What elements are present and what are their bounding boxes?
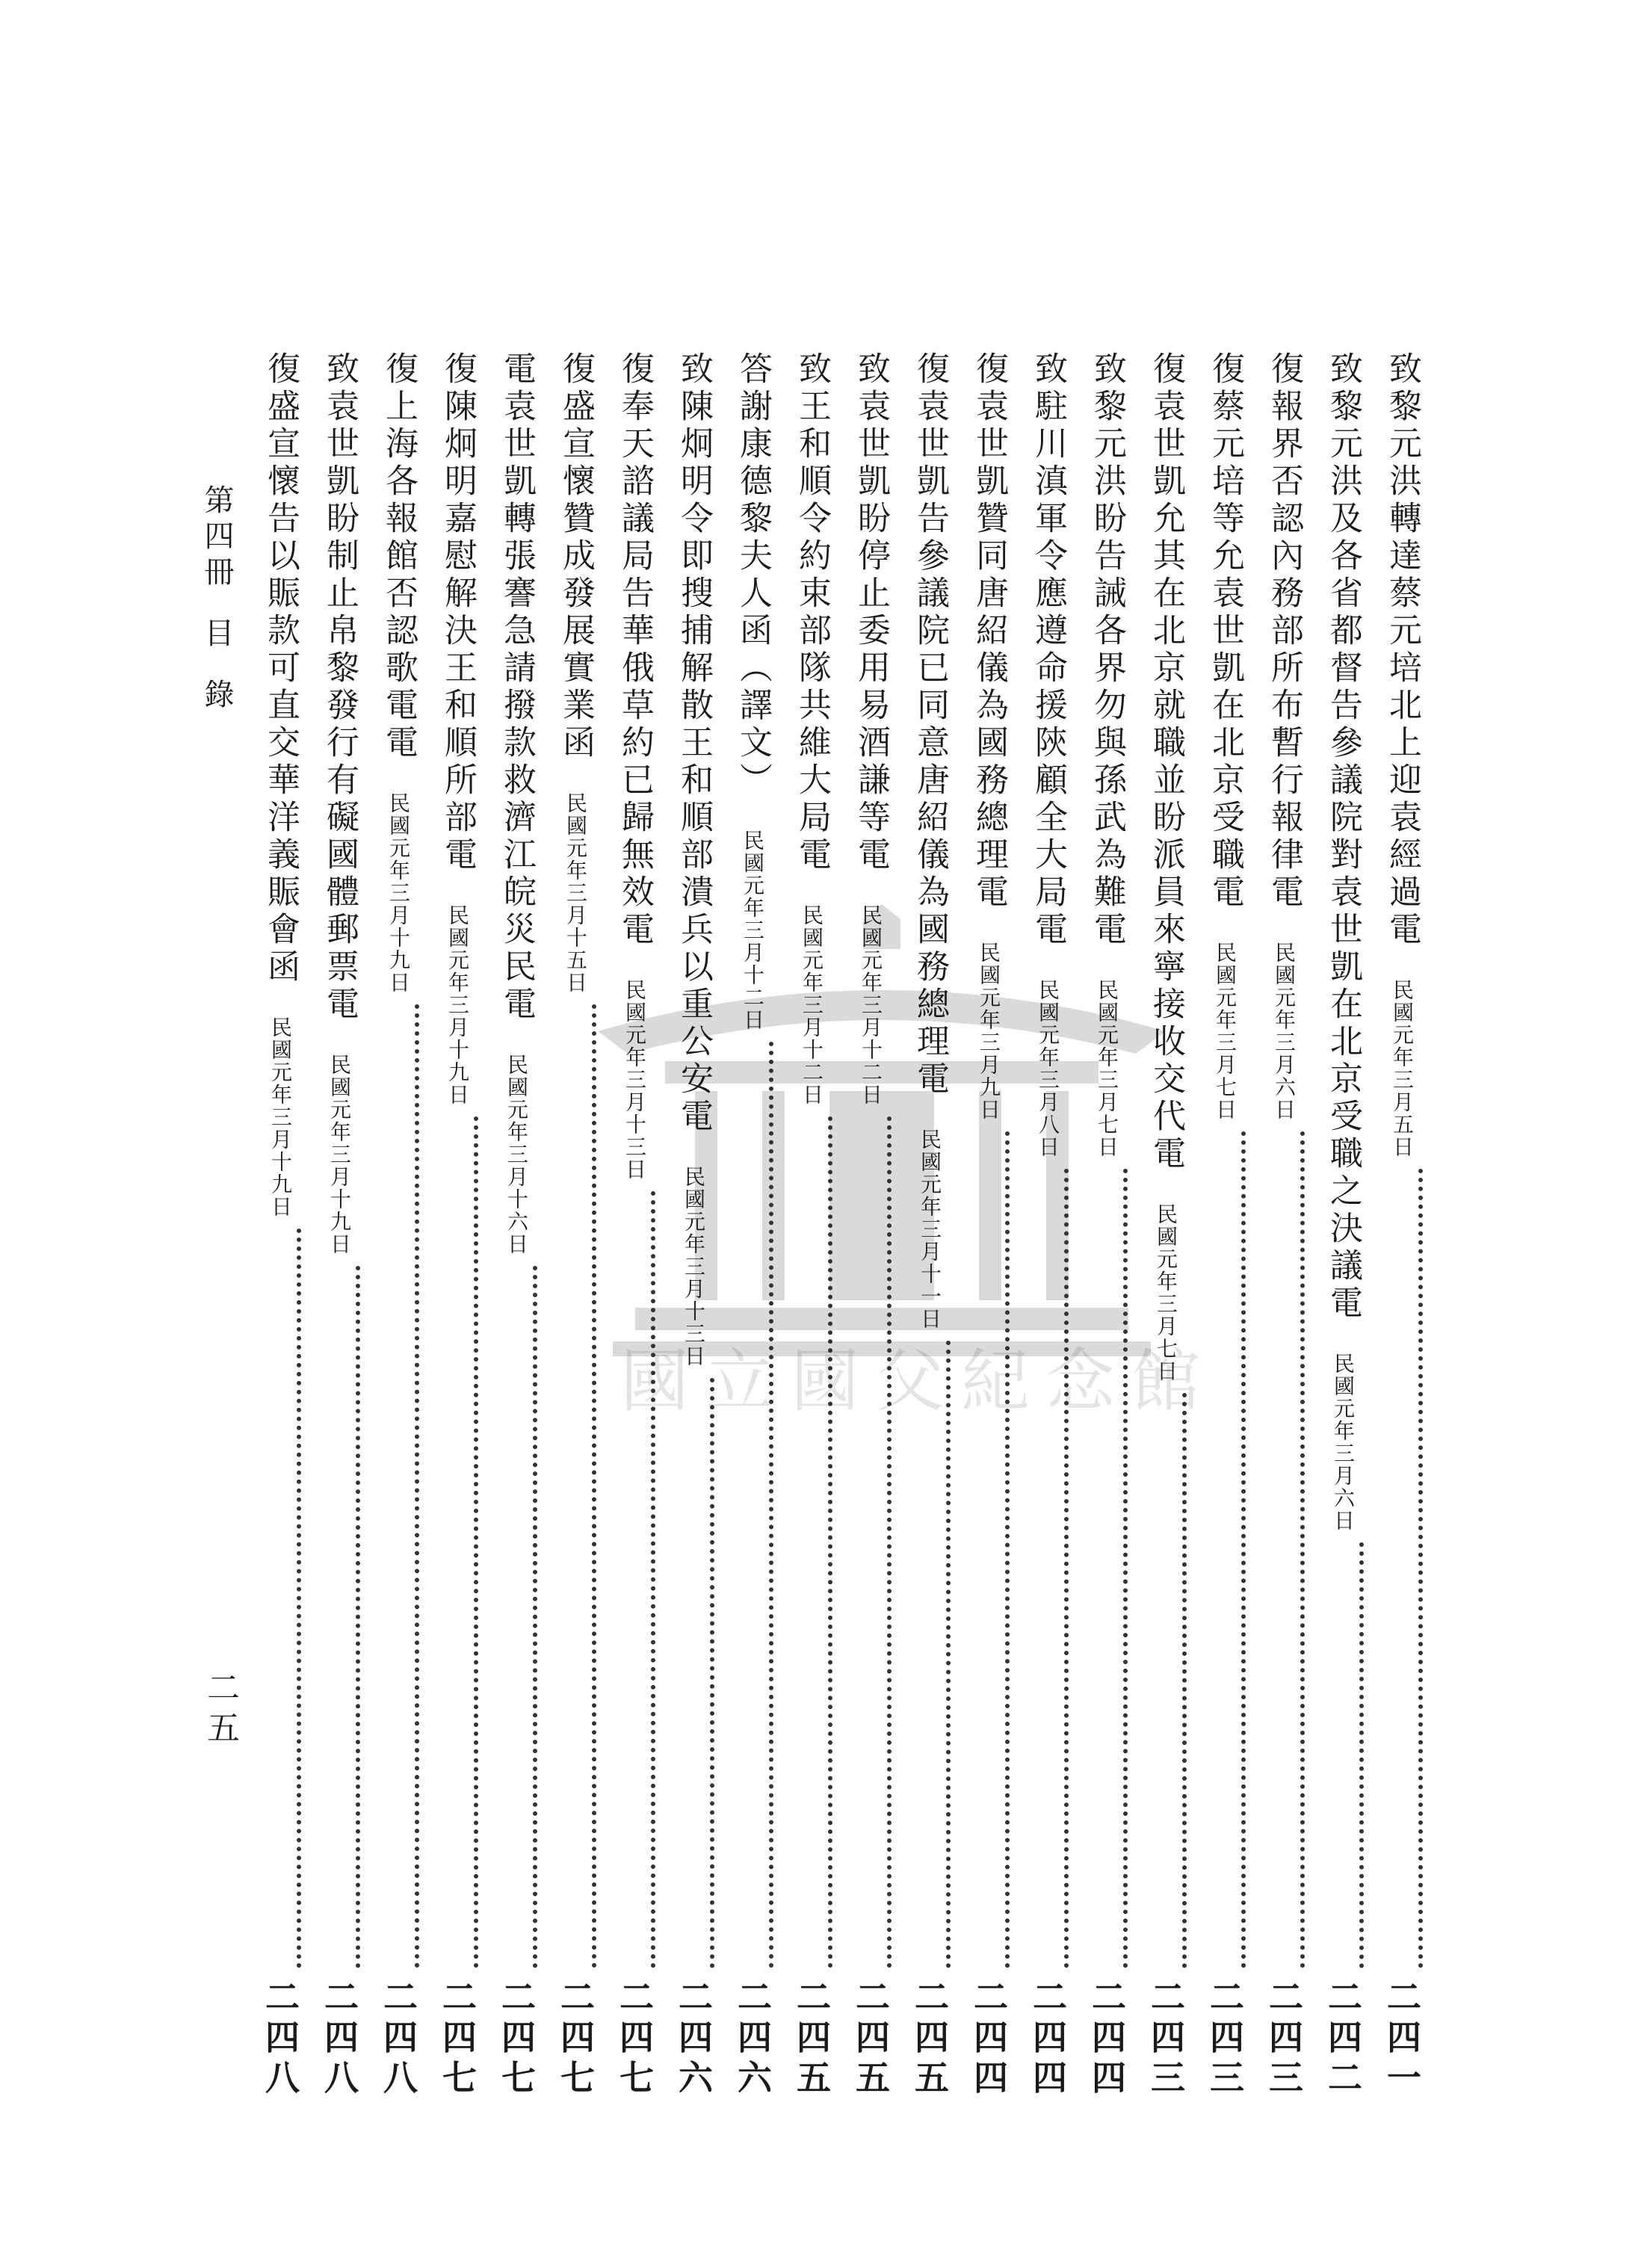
toc-entry xyxy=(318,351,360,2100)
toc-entry xyxy=(614,351,655,2100)
toc-entry xyxy=(554,351,596,2100)
page-number: 二五 xyxy=(201,1670,239,1751)
entry-date: 民國元年三月八日 xyxy=(1036,979,1060,1158)
entry-date: 民國元年三月十九日 xyxy=(445,904,470,1106)
entry-title: 答謝康德黎夫人函（譯文） xyxy=(734,351,772,800)
entry-page: 二四三 xyxy=(1205,1979,1245,2100)
toc-entry xyxy=(673,351,714,2100)
entry-page: 二四五 xyxy=(791,1979,832,2100)
entry-title: 復奉天諮議局告華俄草約已歸無效電 xyxy=(616,351,654,949)
entry-date: 民國元年三月十二日 xyxy=(859,904,883,1106)
toc-entry xyxy=(495,351,537,2100)
dot-leader xyxy=(356,1266,360,1968)
entry-date: 民國元年三月十二日 xyxy=(741,829,765,1031)
dot-leader xyxy=(1300,1131,1305,1968)
dot-leader xyxy=(651,1191,655,1968)
entry-date: 民國元年三月十一日 xyxy=(918,1128,942,1330)
entry-date: 民國元年三月十五日 xyxy=(563,792,588,994)
entry-title: 致陳炯明令即搜捕解散王和順部潰兵以重公安電 xyxy=(675,351,713,1136)
toc-entry xyxy=(850,351,892,2100)
entry-title: 致黎元洪盼告誡各界勿與孫武為難電 xyxy=(1088,351,1126,949)
dot-leader xyxy=(710,1378,714,1968)
entry-page: 二四三 xyxy=(1264,1979,1304,2100)
entry-page: 二四五 xyxy=(850,1979,891,2100)
toc-entry xyxy=(1086,351,1128,2100)
entry-page: 二四二 xyxy=(1323,1979,1363,2100)
entry-page: 二四八 xyxy=(260,1979,300,2100)
entry-page: 二四四 xyxy=(1028,1979,1068,2100)
entry-page: 二四八 xyxy=(319,1979,359,2100)
dot-leader xyxy=(474,1116,478,1968)
dot-leader xyxy=(1064,1169,1069,1968)
entry-title: 致黎元洪轉達蔡元培北上迎袁經過電 xyxy=(1383,351,1421,949)
entry-title: 復上海各報館否認歌電電 xyxy=(380,351,418,762)
entry-page: 二四七 xyxy=(437,1979,478,2100)
dot-leader xyxy=(1182,1393,1187,1968)
dot-leader xyxy=(828,1116,832,1968)
entry-title: 致袁世凱盼制止帛黎發行有礙國體郵票電 xyxy=(321,351,359,1024)
entry-page: 二四四 xyxy=(1087,1979,1127,2100)
entry-title: 復陳炯明嘉慰解決王和順所部電 xyxy=(439,351,477,874)
toc-entry xyxy=(436,351,478,2100)
entry-date: 民國元年三月七日 xyxy=(1213,942,1238,1121)
volume-label: 第四冊 xyxy=(200,484,234,592)
entry-page: 二四八 xyxy=(378,1979,418,2100)
entry-title: 復袁世凱告參議院已同意唐紹儀為國務總理電 xyxy=(911,351,949,1099)
entry-title: 電袁世凱轉張謇急請撥款救濟江皖災民電 xyxy=(498,351,536,1024)
toc-entry xyxy=(968,351,1010,2100)
entry-date: 民國元年三月十二日 xyxy=(800,904,824,1106)
toc-entry xyxy=(732,351,773,2100)
entry-date: 民國元年三月六日 xyxy=(1331,1353,1356,1532)
toc-entry xyxy=(1027,351,1069,2100)
toc-entry xyxy=(1322,351,1364,2100)
entry-title: 復盛宣懷告以賑款可直交華洋義賑會函 xyxy=(262,351,300,986)
entry-date: 民國元年三月十六日 xyxy=(504,1054,529,1255)
entry-page: 二四五 xyxy=(909,1979,950,2100)
entry-title: 復蔡元培等允袁世凱在北京受職電 xyxy=(1206,351,1244,912)
dot-leader xyxy=(887,1116,892,1968)
entry-date: 民國元年三月九日 xyxy=(977,942,1001,1121)
entry-page: 二四一 xyxy=(1382,1979,1422,2100)
dot-leader xyxy=(1418,1169,1423,1968)
toc-entry xyxy=(377,351,419,2100)
dot-leader xyxy=(592,1004,596,1968)
entry-title: 致袁世凱盼停止委用易酒謙等電 xyxy=(852,351,890,874)
entry-title: 復盛宣懷贊成發展實業函 xyxy=(557,351,595,762)
dot-leader xyxy=(415,1004,419,1968)
entry-title: 致王和順令約束部隊共維大局電 xyxy=(793,351,831,874)
entry-date: 民國元年三月十九日 xyxy=(386,792,411,994)
entry-date: 民國元年三月十九日 xyxy=(327,1054,352,1255)
dot-leader xyxy=(533,1266,537,1968)
dot-leader xyxy=(769,1042,773,1968)
dot-leader xyxy=(1123,1169,1128,1968)
dot-leader xyxy=(1241,1131,1246,1968)
entry-title: 復袁世凱贊同唐紹儀為國務總理電 xyxy=(970,351,1008,912)
entry-date: 民國元年三月十三日 xyxy=(682,1166,706,1368)
dot-leader xyxy=(297,1229,301,1968)
entry-page: 二四七 xyxy=(555,1979,596,2100)
toc-entry xyxy=(1204,351,1246,2100)
entry-page: 二四七 xyxy=(496,1979,537,2100)
entry-date: 民國元年三月七日 xyxy=(1095,979,1119,1158)
entry-title: 致駐川滇軍令應遵命援陝顧全大局電 xyxy=(1029,351,1067,949)
entry-title: 致黎元洪及各省都督告參議院對袁世凱在北京受職之決議電 xyxy=(1324,351,1362,1323)
entry-date: 民國元年三月七日 xyxy=(1154,1203,1178,1382)
toc-entry xyxy=(259,351,301,2100)
section-label-1: 目 xyxy=(200,617,234,653)
entry-page: 二四四 xyxy=(968,1979,1009,2100)
running-header xyxy=(196,484,238,714)
entry-date: 民國元年三月十九日 xyxy=(268,1016,293,1218)
entry-date: 民國元年三月六日 xyxy=(1272,942,1297,1121)
entry-page: 二四七 xyxy=(614,1979,655,2100)
entry-title: 復袁世凱允其在北京就職並盼派員來寧接收交代電 xyxy=(1147,351,1185,1173)
dot-leader xyxy=(1005,1131,1010,1968)
entry-page: 二四三 xyxy=(1146,1979,1186,2100)
toc-entry xyxy=(909,351,951,2100)
entry-date: 民國元年三月五日 xyxy=(1390,979,1415,1158)
dot-leader xyxy=(946,1341,951,1968)
dot-leader xyxy=(1359,1542,1364,1968)
entry-page: 二四六 xyxy=(732,1979,773,2100)
toc-entry xyxy=(1145,351,1187,2100)
section-label-2: 錄 xyxy=(200,679,234,714)
toc-entry xyxy=(1381,351,1423,2100)
toc-entry xyxy=(791,351,832,2100)
entry-page: 二四六 xyxy=(673,1979,714,2100)
toc-entry xyxy=(1263,351,1305,2100)
entry-title: 復報界否認內務部所布暫行報律電 xyxy=(1265,351,1303,912)
watermark-text: 國立國父紀念館 xyxy=(620,1341,1217,1421)
entry-date: 民國元年三月十三日 xyxy=(622,979,647,1181)
